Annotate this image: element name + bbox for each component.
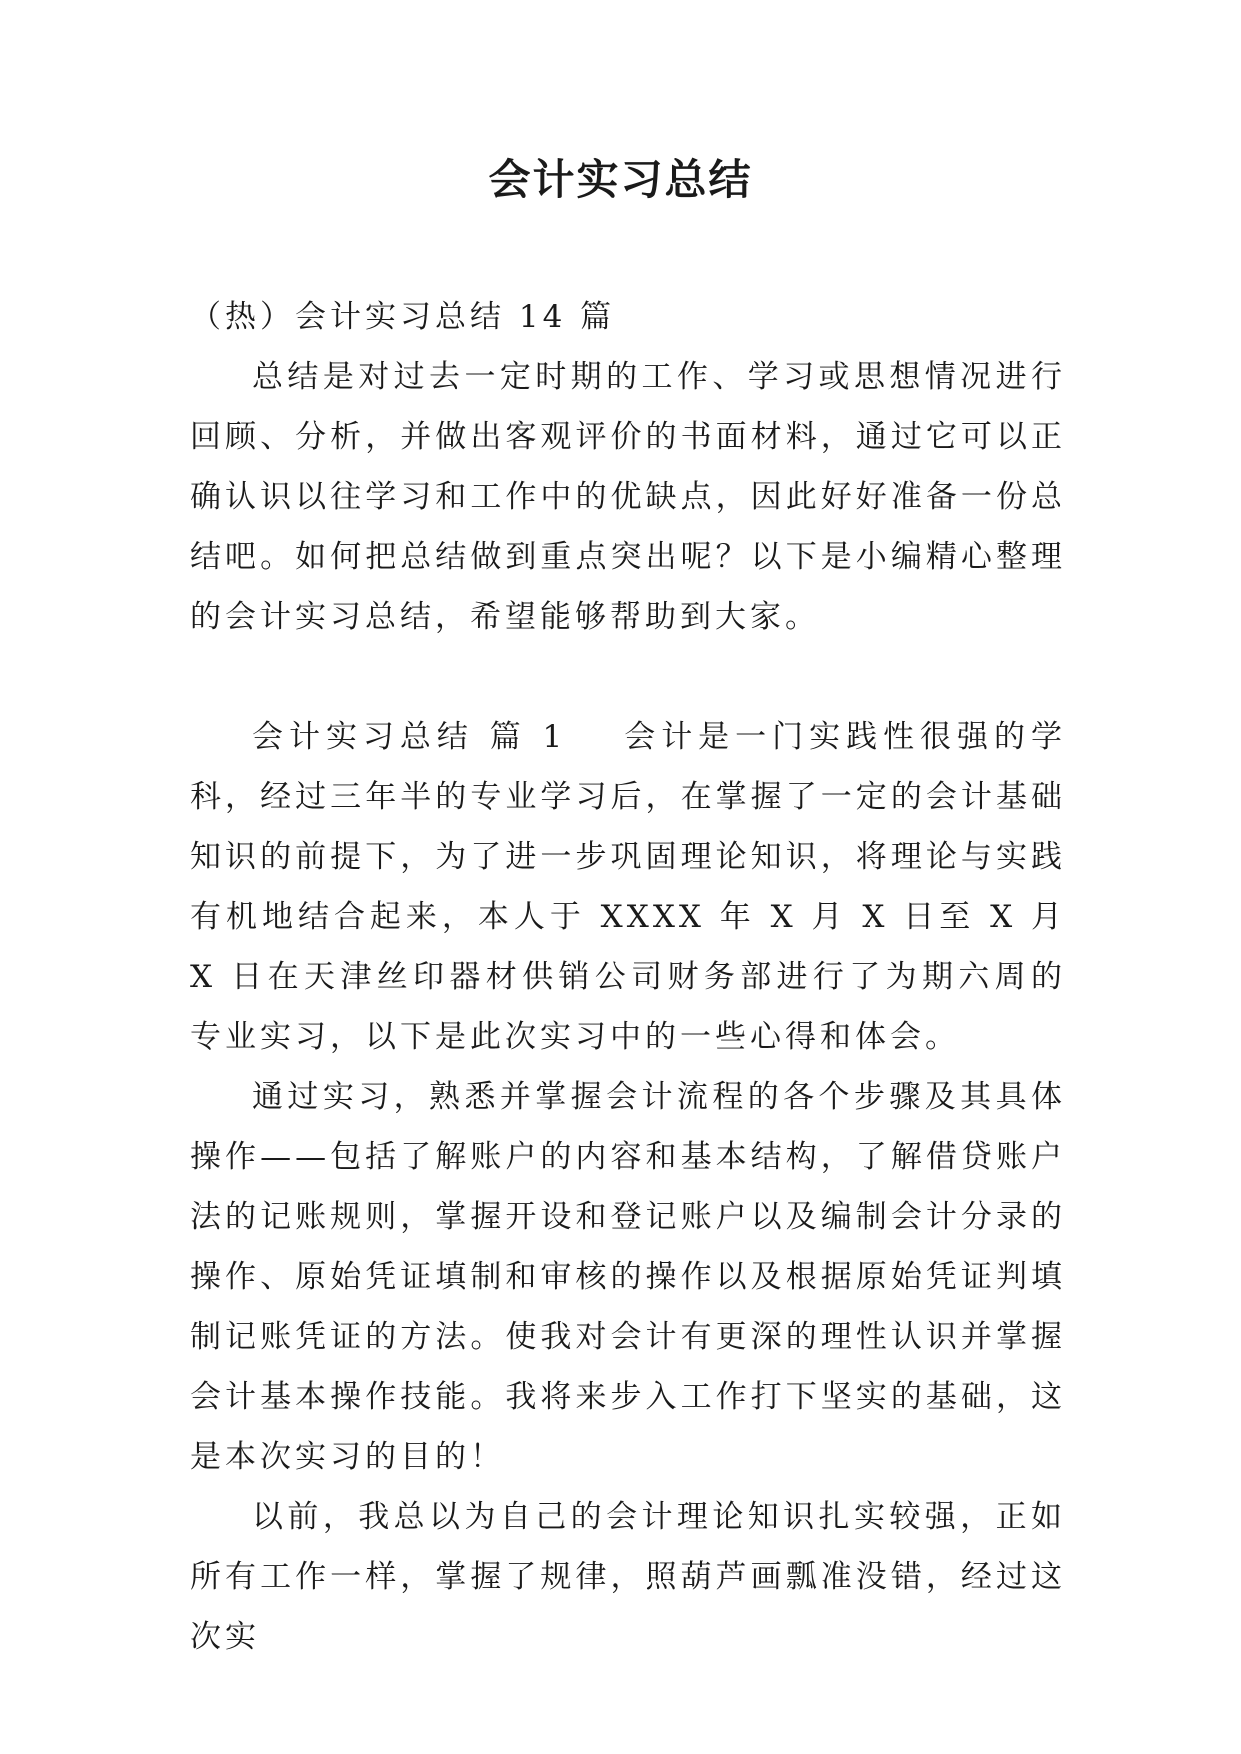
document-title: 会计实习总结 [488,155,753,204]
section-1-paragraph-2: 通过实习，熟悉并掌握会计流程的各个步骤及其具体操作——包括了解账户的内容和基本结构，了解借贷账户法的记账规则，掌握开设和登记账户以及编制会计分录的操作、原始凭证填制和审核的操作以及根据原始凭证判填制记账凭证的方法。使我对会计有更深的理性认识并掌握会计基本操作技能。我将来步入工作打下坚实的基础，这是本次实习的目的！ [190,1079,1066,1475]
intro-paragraph: 总结是对过去一定时期的工作、学习或思想情况进行回顾、分析，并做出客观评价的书面材料，通过它可以正确认识以往学习和工作中的优缺点，因此好好准备一份总结吧。如何把总结做到重点突出呢？以下是小编精心整理的会计实习总结，希望能够帮助到大家。 [190,359,1066,635]
paragraph-gap [190,647,1066,707]
document-body [190,287,1066,1667]
document-subtitle: （热）会计实习总结 14 篇 [190,299,616,335]
section-1-heading: 会计实习总结 篇 1 [252,719,567,755]
section-1-paragraph-1-text: 会计是一门实践性很强的学科，经过三年半的专业学习后，在掌握了一定的会计基础知识的前提下，为了进一步巩固理论知识，将理论与实践有机地结合起来，本人于 XXXX 年 X 月 X 日至 X 月 X 日在天津丝印器材供销公司财务部进行了为期六周的专业实习，以下是此次实习中的一些心得和体会。 [190,719,1066,1055]
section-1-paragraph-1 [190,707,1066,1067]
section-1-paragraph-3: 以前，我总以为自己的会计理论知识扎实较强，正如所有工作一样，掌握了规律，照葫芦画瓢准没错，经过这次实 [190,1499,1066,1655]
